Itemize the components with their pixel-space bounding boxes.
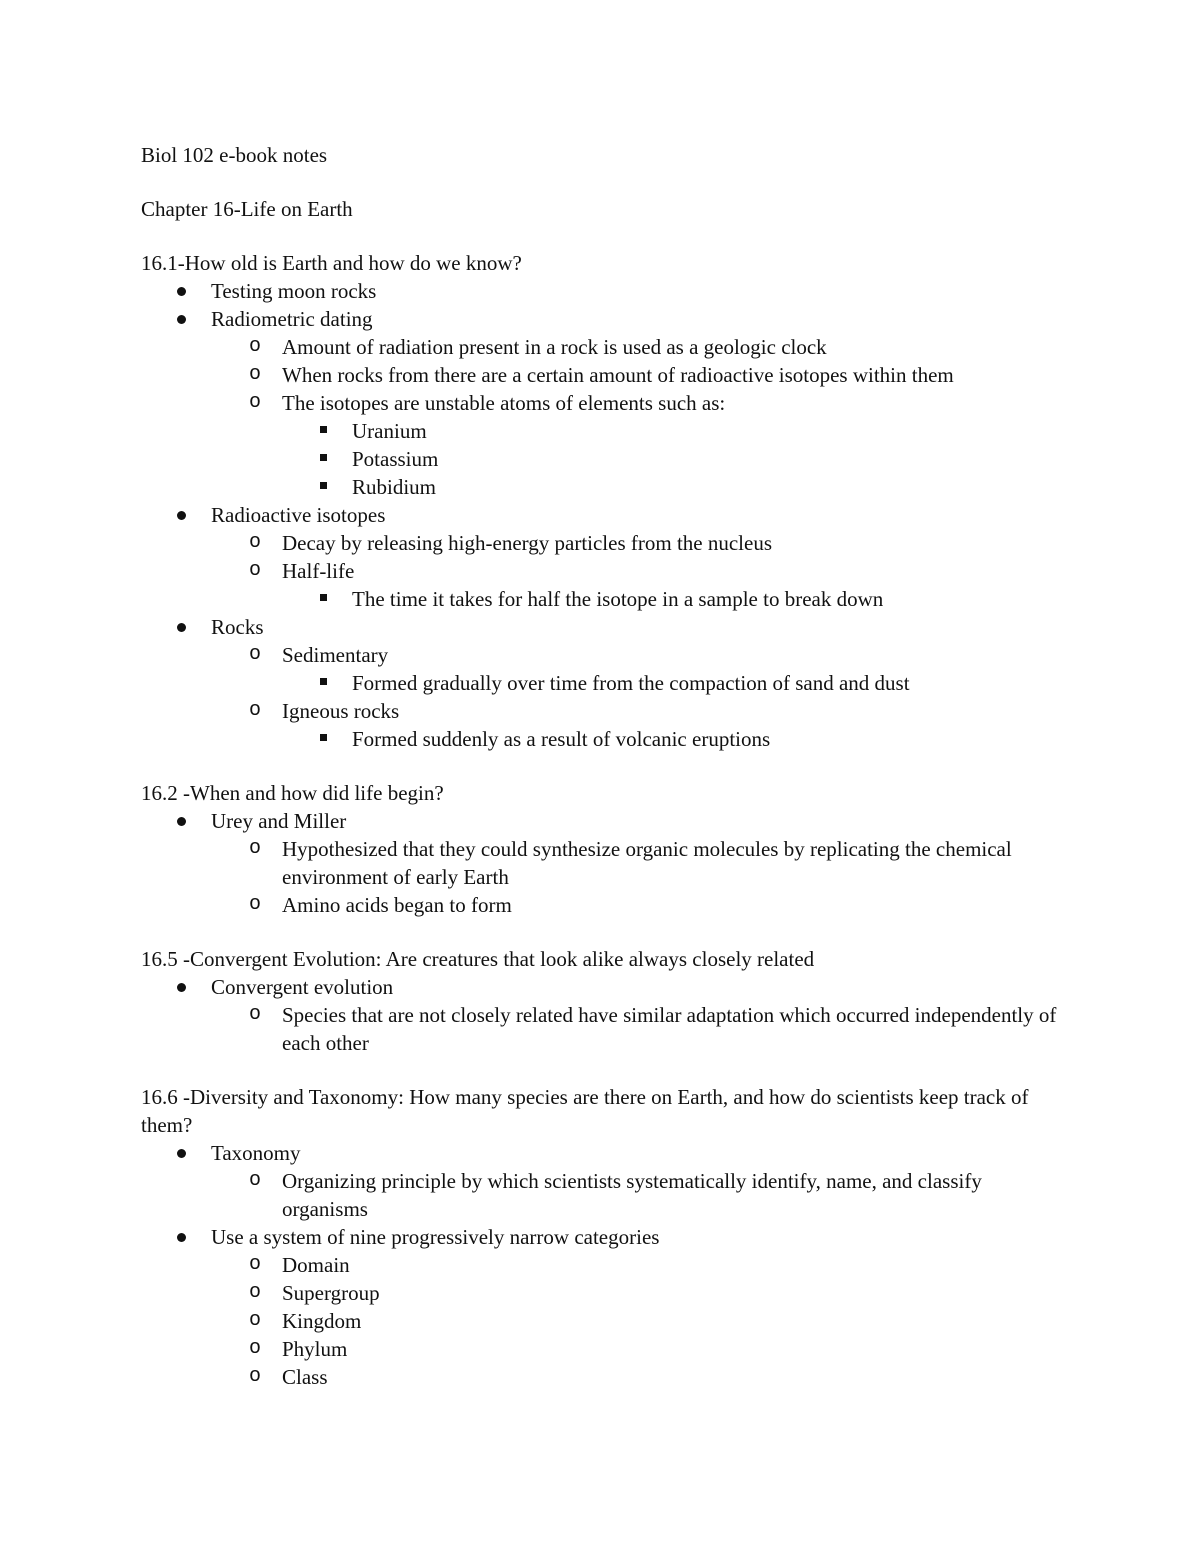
list-item-text: Radioactive isotopes — [211, 503, 386, 527]
list-item-text: Supergroup — [282, 1281, 380, 1305]
bullet-circle-o-marker: o — [248, 1309, 261, 1332]
list-item-text: Convergent evolution — [211, 975, 394, 999]
list-item — [141, 1307, 1071, 1335]
list-item-text: Igneous rocks — [282, 699, 400, 723]
bullet-circle-o-marker: o — [248, 1169, 261, 1192]
list-item — [141, 891, 1071, 919]
section-heading: 16.6 -Diversity and Taxonomy: How many species are there on Earth, and how do scientists keep track of them? — [141, 1085, 1029, 1137]
list-item — [141, 1167, 1071, 1223]
list-item — [141, 557, 1071, 585]
section — [141, 945, 1071, 1057]
list-item — [141, 1001, 1071, 1057]
bullet-dot-icon — [171, 1139, 191, 1167]
list-item — [141, 445, 1071, 473]
list-item — [141, 1223, 1071, 1251]
list-item-text: When rocks from there are a certain amount of radioactive isotopes within them — [282, 363, 954, 387]
list-item-text: Formed suddenly as a result of volcanic eruptions — [352, 727, 771, 751]
section-heading: 16.2 -When and how did life begin? — [141, 781, 444, 805]
list-item-text: Kingdom — [282, 1309, 362, 1333]
bullet-circle-o-marker: o — [248, 335, 261, 358]
list-item-text: Amino acids began to form — [282, 893, 512, 917]
bullet-square-icon — [313, 445, 333, 473]
bullet-circle-o-marker: o — [248, 1337, 261, 1360]
list-item — [141, 1139, 1071, 1167]
bullet-dot-icon — [171, 807, 191, 835]
bullet-dot-icon — [171, 277, 191, 305]
bullet-circle-o-marker: o — [248, 643, 261, 666]
spacer — [141, 753, 1071, 779]
list-item — [141, 333, 1071, 361]
list-item — [141, 641, 1071, 669]
list-item-text: The time it takes for half the isotope in a sample to break down — [352, 587, 884, 611]
list-item-text: Amount of radiation present in a rock is used as a geologic clock — [282, 335, 827, 359]
list-item-text: Potassium — [352, 447, 439, 471]
list-item — [141, 277, 1071, 305]
list-item — [141, 473, 1071, 501]
bullet-circle-o-marker: o — [248, 837, 261, 860]
sections-container — [141, 249, 1071, 1391]
list-item-text: Rubidium — [352, 475, 437, 499]
list-item-text: Organizing principle by which scientists systematically identify, name, and classify organisms — [282, 1169, 982, 1221]
bullet-dot-icon — [171, 613, 191, 641]
spacer — [141, 1057, 1071, 1083]
list-item-text: The isotopes are unstable atoms of elements such as: — [282, 391, 726, 415]
document-title: Biol 102 e-book notes — [141, 143, 328, 167]
list-item — [141, 305, 1071, 333]
list-item — [141, 1279, 1071, 1307]
bullet-square-icon — [313, 725, 333, 753]
list-item — [141, 529, 1071, 557]
bullet-dot-icon — [171, 1223, 191, 1251]
list-item — [141, 1251, 1071, 1279]
bullet-circle-o-marker: o — [248, 699, 261, 722]
bullet-circle-o-marker: o — [248, 893, 261, 916]
list-item — [141, 361, 1071, 389]
chapter-heading: Chapter 16-Life on Earth — [141, 197, 353, 221]
section-heading: 16.1-How old is Earth and how do we know? — [141, 251, 522, 275]
bullet-circle-o-marker: o — [248, 1281, 261, 1304]
bullet-circle-o-marker: o — [248, 1253, 261, 1276]
bullet-circle-o-marker: o — [248, 391, 261, 414]
list-item — [141, 1363, 1071, 1391]
bullet-square-icon — [313, 669, 333, 697]
section — [141, 1083, 1071, 1391]
list-item-text: Hypothesized that they could synthesize organic molecules by replicating the chemical environment of early Earth — [282, 837, 1012, 889]
list-item-text: Domain — [282, 1253, 350, 1277]
list-item — [141, 417, 1071, 445]
list-item — [141, 807, 1071, 835]
list-item — [141, 725, 1071, 753]
bullet-square-icon — [313, 473, 333, 501]
list-item-text: Use a system of nine progressively narrow categories — [211, 1225, 660, 1249]
list-item-text: Radiometric dating — [211, 307, 373, 331]
bullet-square-icon — [313, 585, 333, 613]
list-item — [141, 1335, 1071, 1363]
list-item-text: Decay by releasing high-energy particles from the nucleus — [282, 531, 773, 555]
list-item — [141, 973, 1071, 1001]
list-item — [141, 585, 1071, 613]
bullet-circle-o-marker: o — [248, 559, 261, 582]
bullet-circle-o-marker: o — [248, 363, 261, 386]
bullet-circle-o-marker: o — [248, 1003, 261, 1026]
list-item-text: Species that are not closely related have similar adaptation which occurred independently of each other — [282, 1003, 1057, 1055]
section-heading: 16.5 -Convergent Evolution: Are creatures that look alike always closely related — [141, 947, 815, 971]
list-item-text: Half-life — [282, 559, 355, 583]
list-item-text: Urey and Miller — [211, 809, 347, 833]
list-item — [141, 501, 1071, 529]
list-item-text: Testing moon rocks — [211, 279, 377, 303]
list-item — [141, 835, 1071, 891]
list-item — [141, 613, 1071, 641]
list-item-text: Class — [282, 1365, 328, 1389]
spacer — [141, 223, 1071, 249]
bullet-dot-icon — [171, 305, 191, 333]
spacer — [141, 919, 1071, 945]
document-body — [141, 141, 1071, 1391]
section — [141, 249, 1071, 753]
bullet-circle-o-marker: o — [248, 531, 261, 554]
spacer — [141, 169, 1071, 195]
list-item-text: Taxonomy — [211, 1141, 301, 1165]
bullet-square-icon — [313, 417, 333, 445]
list-item — [141, 697, 1071, 725]
bullet-dot-icon — [171, 501, 191, 529]
list-item-text: Phylum — [282, 1337, 348, 1361]
list-item — [141, 669, 1071, 697]
list-item — [141, 389, 1071, 417]
bullet-dot-icon — [171, 973, 191, 1001]
list-item-text: Formed gradually over time from the compaction of sand and dust — [352, 671, 910, 695]
list-item-text: Sedimentary — [282, 643, 389, 667]
list-item-text: Rocks — [211, 615, 264, 639]
list-item-text: Uranium — [352, 419, 427, 443]
bullet-circle-o-marker: o — [248, 1365, 261, 1388]
section — [141, 779, 1071, 919]
